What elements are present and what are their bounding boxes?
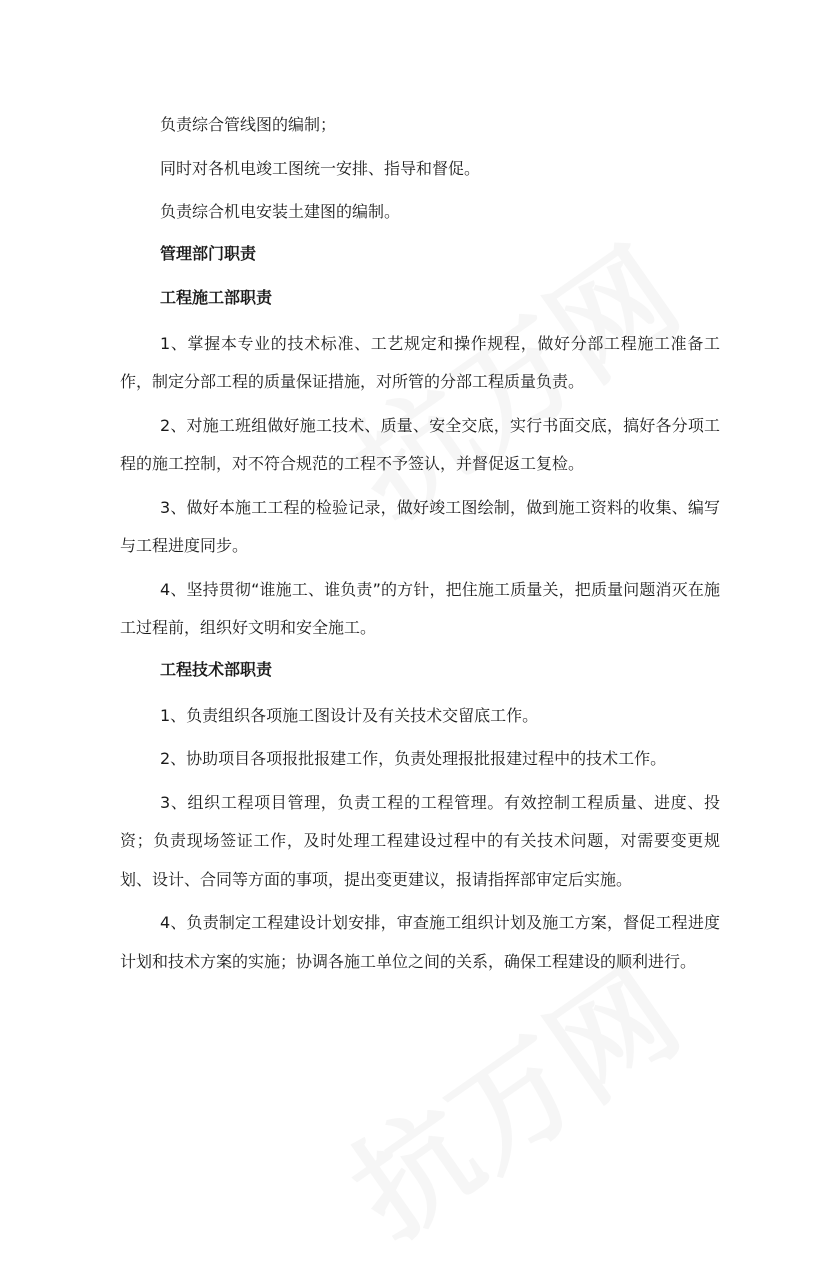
paragraph: 3、组织工程项目管理，负责工程的工程管理。有效控制工程质量、进度、投资；负责现场签证工作，及时处理工程建设过程中的有关技术问题，对需要变更规划、设计、合同等方面的事项，提出变更建议，报请指挥部审定后实施。 (120, 792, 720, 889)
paragraph: 负责综合机电安装土建图的编制。 (160, 202, 401, 221)
paragraph: 负责综合管线图的编制； (160, 115, 337, 134)
paragraph: 4、坚持贯彻“谁施工、谁负责”的方针，把住施工质量关，把质量问题消灭在施工过程前，组织好文明和安全施工。 (120, 579, 720, 637)
paragraph: 3、做好本施工工程的检验记录，做好竣工图绘制，做到施工资料的收集、编写与工程进度同步。 (120, 497, 720, 555)
paragraph: 2、对施工班组做好施工技术、质量、安全交底，实行书面交底，搞好各分项工程的施工控制，对不符合规范的工程不予签认，并督促返工复检。 (120, 415, 720, 473)
section-heading: 工程施工部职责 (160, 287, 273, 307)
paragraph: 同时对各机电竣工图统一安排、指导和督促。 (160, 158, 481, 178)
section-heading: 管理部门职责 (160, 243, 257, 263)
paragraph: 2、协助项目各项报批报建工作，负责处理报批报建过程中的技术工作。 (160, 749, 667, 768)
paragraph: 1、掌握本专业的技术标准、工艺规定和操作规程，做好分部工程施工准备工作，制定分部工程的质量保证措施，对所管的分部工程质量负责。 (120, 333, 720, 391)
paragraph: 1、负责组织各项施工图设计及有关技术交留底工作。 (160, 705, 539, 725)
document-body (120, 106, 720, 981)
paragraph: 4、负责制定工程建设计划安排，审查施工组织计划及施工方案，督促工程进度计划和技术方案的实施；协调各施工单位之间的关系，确保工程建设的顺利进行。 (120, 913, 720, 971)
section-heading: 工程技术部职责 (160, 659, 273, 679)
